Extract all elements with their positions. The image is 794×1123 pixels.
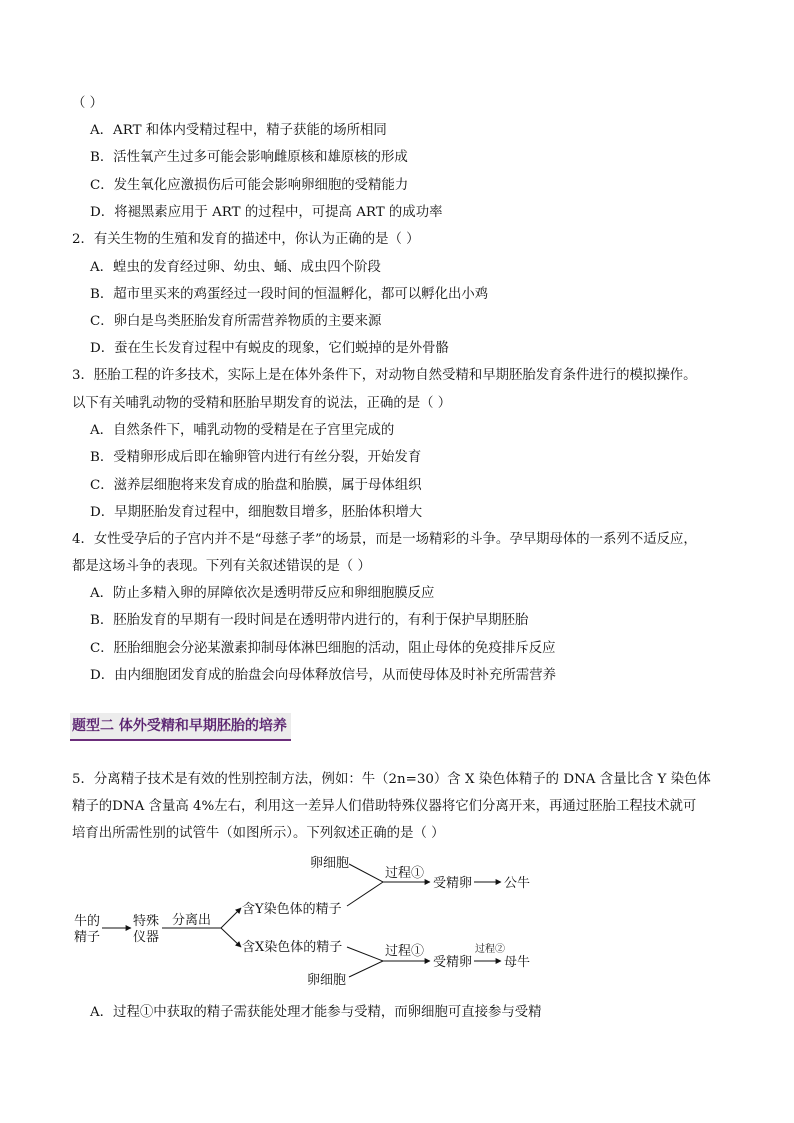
q2-option-b: B．超市里买来的鸡蛋经过一段时间的恒温孵化，都可以孵化出小鸡 (90, 287, 489, 302)
q3-stem-line1: 3．胚胎工程的许多技术，实际上是在体外条件下，对动物自然受精和早期胚胎发育条件进行的模拟操作。 (72, 368, 697, 383)
q4-stem-line2: 都是这场斗争的表现。下列有关叙述错误的是（ ） (72, 559, 371, 574)
q5-stem-line3: 培育出所需性别的试管牛（如图所示）。下列叙述正确的是（ ） (72, 826, 445, 841)
bull-sperm-label-1: 牛的 (74, 914, 101, 929)
q1-option-b: B．活性氧产生过多可能会影响雌原核和雄原核的形成 (90, 150, 408, 165)
q4-option-c: C．胚胎细胞会分泌某激素抑制母体淋巴细胞的活动，阻止母体的免疫排斥反应 (90, 641, 556, 656)
q3-stem-line2: 以下有关哺乳动物的受精和胚胎早期发育的说法，正确的是（ ） (72, 396, 452, 411)
egg-bottom-to-merge (349, 961, 383, 977)
y-sperm-label: 含Y染色体的精子 (242, 902, 342, 917)
zygote-bottom-label: 受精卵 (433, 955, 473, 970)
separate-label: 分离出 (172, 913, 212, 928)
q2-stem: 2．有关生物的生殖和发育的描述中，你认为正确的是（ ） (72, 232, 420, 247)
cow-result-label: 母牛 (504, 955, 531, 970)
separation-diagram (0, 850, 794, 990)
q4-stem-line1: 4．女性受孕后的子宫内并不是“母慈子孝”的场景，而是一场精彩的斗争。孕早期母体的一系列不适反应， (72, 532, 697, 547)
y-sperm-to-merge (347, 882, 383, 906)
section-heading: 题型二 体外受精和早期胚胎的培养 (70, 713, 291, 741)
instrument-label-1: 特殊 (133, 914, 160, 929)
x-sperm-to-merge (347, 947, 383, 961)
egg-top-to-merge (349, 864, 383, 882)
process1-bottom-label: 过程① (385, 944, 425, 959)
q4-option-b: B．胚胎发育的早期有一段时间是在透明带内进行的，有利于保护早期胚胎 (90, 613, 529, 628)
q2-option-c: C．卵白是鸟类胚胎发育所需营养物质的主要来源 (90, 314, 382, 329)
instrument-label-2: 仪器 (133, 930, 160, 945)
bull-sperm-label-2: 精子 (74, 930, 101, 945)
q5-option-a: A．过程①中获取的精子需获能处理才能参与受精，而卵细胞可直接参与受精 (90, 1005, 542, 1020)
egg-cell-top-label: 卵细胞 (310, 856, 350, 871)
q1-option-c: C．发生氧化应激损伤后可能会影响卵细胞的受精能力 (90, 178, 409, 193)
q1-answer-paren: （ ） (72, 96, 104, 111)
q3-option-a: A．自然条件下，哺乳动物的受精是在子宫里完成的 (90, 423, 395, 438)
q3-option-d: D．早期胚胎发育过程中，细胞数目增多，胚胎体积增大 (90, 505, 423, 520)
process1-top-label: 过程① (385, 866, 425, 881)
q5-stem-line2: 精子的DNA 含量高 4%左右，利用这一差异人们借助特殊仪器将它们分离开来，再通过胚胎工程技术就可 (72, 799, 697, 814)
q3-option-c: C．滋养层细胞将来发育成的胎盘和胎膜，属于母体组织 (90, 478, 422, 493)
q4-option-d: D．由内细胞团发育成的胎盘会向母体释放信号，从而使母体及时补充所需营养 (90, 668, 557, 683)
branch-to-x-sperm (221, 928, 241, 947)
q4-option-a: A．防止多精入卵的屏障依次是透明带反应和卵细胞膜反应 (90, 586, 435, 601)
q5-stem-line1: 5．分离精子技术是有效的性别控制方法，例如：牛（2n=30）含 X 染色体精子的 DNA 含量比含 Y 染色体 (72, 772, 711, 787)
branch-to-y-sperm (221, 908, 241, 928)
egg-cell-bottom-label: 卵细胞 (307, 973, 347, 988)
bull-result-label: 公牛 (504, 876, 531, 891)
q2-option-d: D．蚕在生长发育过程中有蜕皮的现象，它们蜕掉的是外骨骼 (90, 341, 449, 356)
process2-label: 过程② (475, 944, 505, 955)
zygote-top-label: 受精卵 (433, 876, 473, 891)
q1-option-a: A．ART 和体内受精过程中，精子获能的场所相同 (90, 123, 387, 138)
q3-option-b: B．受精卵形成后即在输卵管内进行有丝分裂，开始发育 (90, 450, 422, 465)
x-sperm-label: 含X染色体的精子 (242, 940, 343, 955)
q1-option-d: D．将褪黑素应用于 ART 的过程中，可提高 ART 的成功率 (90, 205, 443, 220)
q2-option-a: A．蝗虫的发育经过卵、幼虫、蛹、成虫四个阶段 (90, 260, 381, 275)
